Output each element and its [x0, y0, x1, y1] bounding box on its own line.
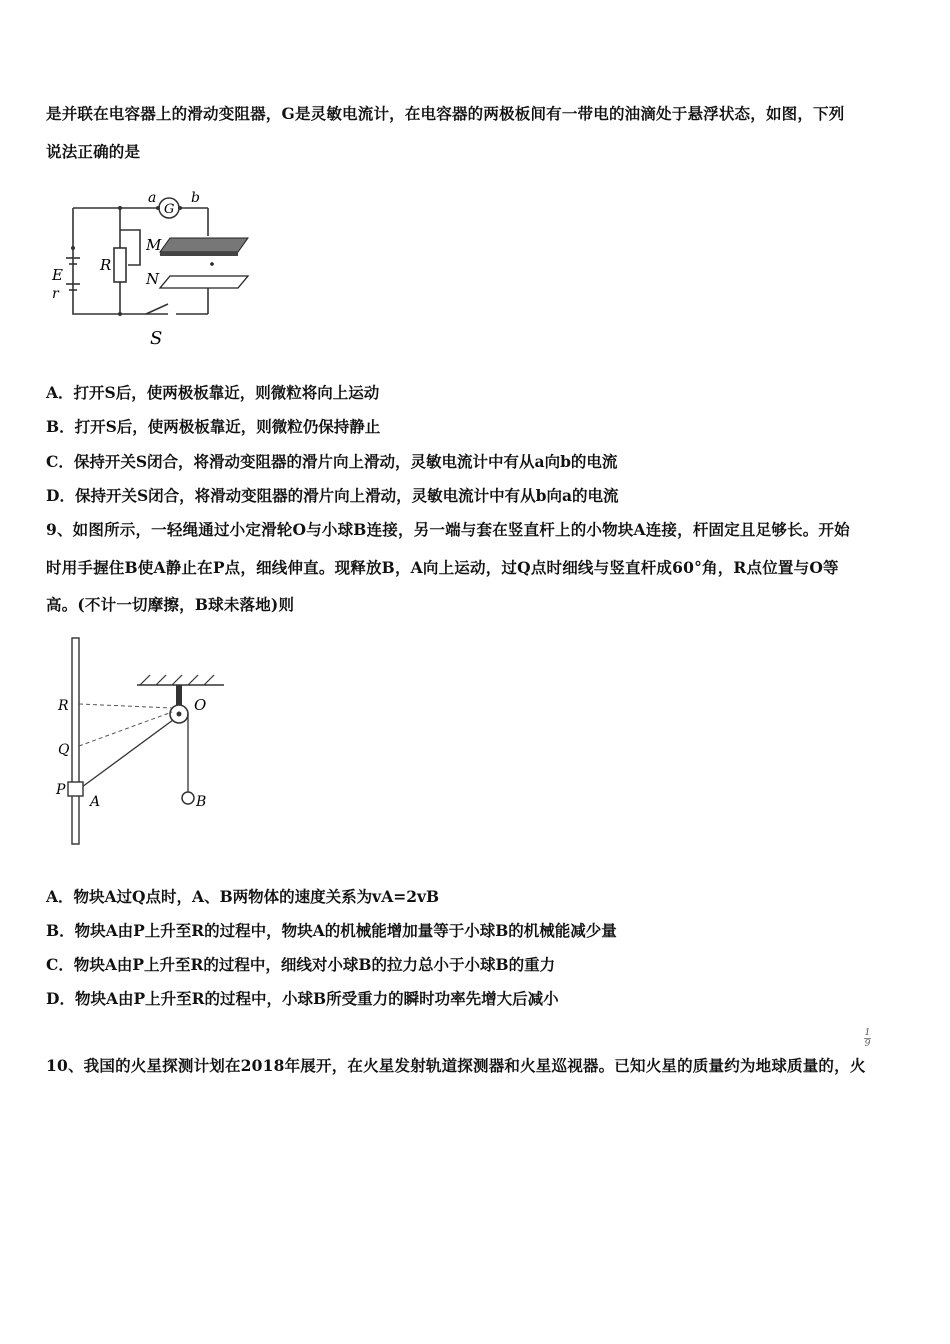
block-A: [68, 782, 83, 796]
q8-option-a[interactable]: A．打开S后，使两极板靠近，则微粒将向上运动: [46, 383, 380, 402]
q8-option-c[interactable]: C．保持开关S闭合，将滑动变阻器的滑片向上滑动，灵敏电流计中有从a向b的电流: [46, 452, 618, 471]
q8-option-b[interactable]: B．打开S后，使两极板靠近，则微粒仍保持静止: [46, 417, 381, 436]
label-a: a: [148, 190, 157, 206]
q9-stem-line2: 时用手握住B使A静止在P点，细线伸直。现释放B，A向上运动，过Q点时细线与竖直杆成60°角，R点位置与O等: [46, 558, 839, 577]
ball-B: [182, 792, 194, 804]
q9-option-d[interactable]: D．物块A由P上升至R的过程中，小球B所受重力的瞬时功率先增大后减小: [46, 989, 559, 1008]
label-b: b: [191, 190, 200, 206]
q8-option-d[interactable]: D．保持开关S闭合，将滑动变阻器的滑片向上滑动，灵敏电流计中有从b向a的电流: [46, 486, 619, 505]
oil-drop-icon: [210, 262, 214, 266]
q9-option-b[interactable]: B．物块A由P上升至R的过程中，物块A的机械能增加量等于小球B的机械能减少量: [46, 921, 617, 940]
q9-option-a[interactable]: A．物块A过Q点时，A、B两物体的速度关系为vA=2vB: [46, 887, 440, 906]
label-O: O: [194, 696, 207, 714]
label-R: R: [58, 698, 69, 714]
q9-pulley-figure: [52, 634, 232, 846]
fraction-denominator: 9: [864, 1039, 871, 1049]
label-P: P: [56, 782, 66, 798]
q8-circuit-figure: [48, 188, 258, 348]
fraction-one-ninth: [864, 1028, 871, 1049]
label-E: E: [52, 266, 63, 284]
vertical-rod: [72, 638, 79, 844]
label-B: B: [196, 794, 207, 810]
label-Q: Q: [58, 742, 70, 758]
label-r: r: [52, 286, 59, 302]
label-S: S: [150, 328, 163, 348]
label-N: N: [146, 270, 160, 288]
q9-option-c[interactable]: C．物块A由P上升至R的过程中，细线对小球B的拉力总小于小球B的重力: [46, 955, 556, 974]
label-M: M: [146, 236, 162, 254]
label-R: R: [100, 256, 112, 274]
q8-stem-line1: 是并联在电容器上的滑动变阻器，G是灵敏电流计，在电容器的两极板间有一带电的油滴处于悬浮状态，如图，下列: [46, 104, 845, 123]
label-A: A: [90, 794, 101, 810]
fraction-numerator: 1: [864, 1028, 871, 1038]
label-G: G: [164, 202, 175, 217]
q8-stem-line2: 说法正确的是: [46, 142, 141, 161]
q9-stem-line1: 9、如图所示，一轻绳通过小定滑轮O与小球B连接，另一端与套在竖直杆上的小物块A连接，杆固定且足够长。开始: [46, 520, 850, 539]
q10-stem-line1: 10、我国的火星探测计划在2018年展开，在火星发射轨道探测器和火星巡视器。已知火星的质量约为地球质量的，火: [46, 1056, 866, 1075]
q9-stem-line3: 高。(不计一切摩擦，B球未落地)则: [46, 595, 295, 614]
